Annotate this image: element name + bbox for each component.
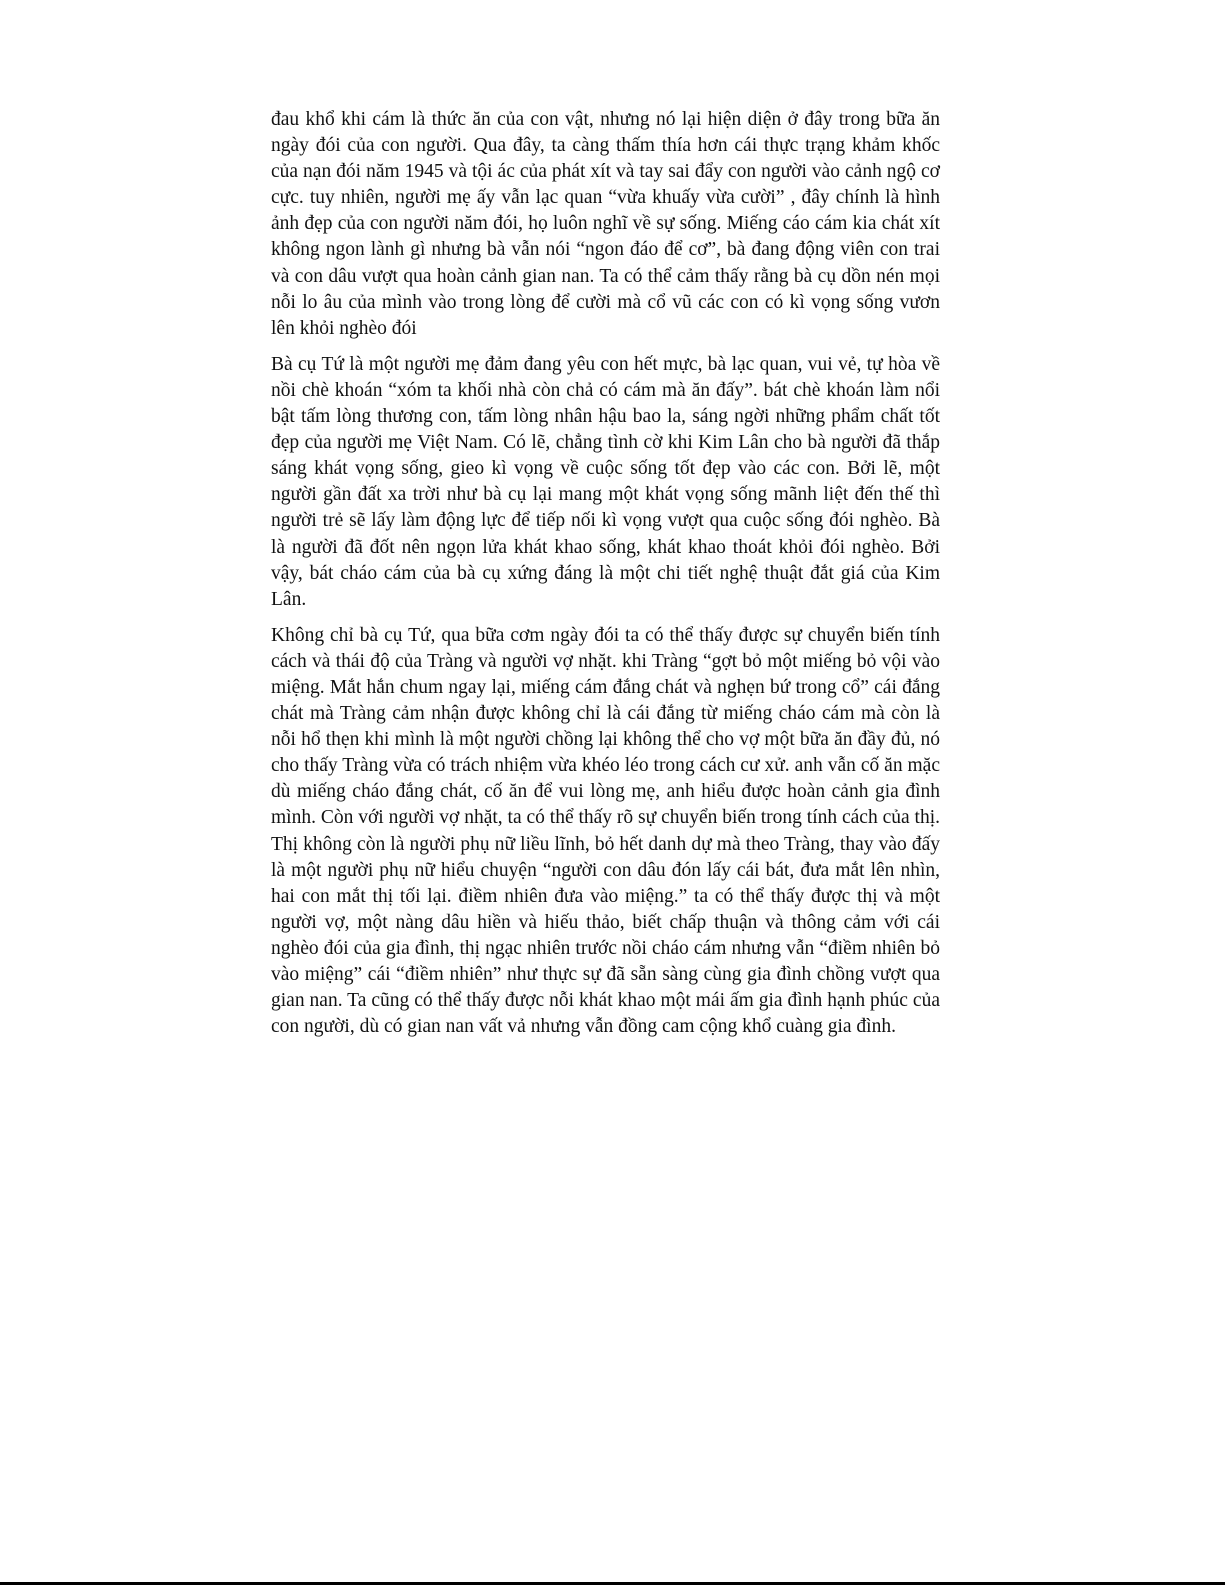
document-body [271,107,940,1050]
paragraph-3: Không chỉ bà cụ Tứ, qua bữa cơm ngày đói ta có thể thấy được sự chuyển biến tính cách và thái độ của Tràng và người vợ nhặt. khi Tràng “gợt bỏ một miếng bỏ vội vào miệng. Mắt hắn chum ngay lại, miếng cám đắng chát và nghẹn bứ trong cổ” cái đắng chát mà Tràng cảm nhận được không chỉ là cái đắng từ miếng cháo cám mà còn là nỗi hổ thẹn khi mình là một người chồng lại không thể cho vợ một bữa ăn đầy đủ, nó cho thấy Tràng vừa có trách nhiệm vừa khéo léo trong cách cư xử. anh vẫn cố ăn mặc dù miếng cháo đắng chát, cố ăn để vui lòng mẹ, anh hiểu được hoàn cảnh gia đình mình. Còn với người vợ nhặt, ta có thể thấy rõ sự chuyển biến trong tính cách của thị. Thị không còn là người phụ nữ liều lĩnh, bỏ hết danh dự mà theo Tràng, thay vào đấy là một người phụ nữ hiểu chuyện “người con dâu đón lấy cái bát, đưa mắt lên nhìn, hai con mắt thị tối lại. điềm nhiên đưa vào miệng.” ta có thể thấy được thị và một người vợ, một nàng dâu hiền và hiếu thảo, biết chấp thuận và thông cảm với cái nghèo đói của gia đình, thị ngạc nhiên trước nồi cháo cám nhưng vẫn “điềm nhiên bỏ vào miệng” cái “điềm nhiên” như thực sự đã sẵn sàng cùng gia đình chồng vượt qua gian nan. Ta cũng có thể thấy được nỗi khát khao một mái ấm gia đình hạnh phúc của con người, dù có gian nan vất vả nhưng vẫn đồng cam cộng khổ cuàng gia đình. [271,624,940,1038]
paragraph-2: Bà cụ Tứ là một người mẹ đảm đang yêu con hết mực, bà lạc quan, vui vẻ, tự hòa về nồi chè khoán “xóm ta khối nhà còn chả có cám mà ăn đấy”. bát chè khoán làm nổi bật tấm lòng thương con, tấm lòng nhân hậu bao la, sáng ngời những phẩm chất tốt đẹp của người mẹ Việt Nam. Có lẽ, chẳng tình cờ khi Kim Lân cho bà người đã thắp sáng khát vọng sống, gieo kì vọng về cuộc sống tốt đẹp vào các con. Bởi lẽ, một người gần đất xa trời như bà cụ lại mang một khát vọng sống mãnh liệt đến thế thì người trẻ sẽ lấy làm động lực để tiếp nối kì vọng vượt qua cuộc sống đói nghèo. Bà là người đã đốt nên ngọn lửa khát khao sống, khát khao thoát khỏi đói nghèo. Bởi vậy, bát cháo cám của bà cụ xứng đáng là một chi tiết nghệ thuật đắt giá của Kim Lân. [271,353,940,610]
paragraph-1: đau khổ khi cám là thức ăn của con vật, nhưng nó lại hiện diện ở đây trong bữa ăn ngày đói của con người. Qua đây, ta càng thấm thía hơn cái thực trạng khảm khốc của nạn đói năm 1945 và tội ác của phát xít và tay sai đẩy con người vào cảnh ngộ cơ cực. tuy nhiên, người mẹ ấy vẫn lạc quan “vừa khuấy vừa cười” , đây chính là hình ảnh đẹp của con người năm đói, họ luôn nghĩ về sự sống. Miếng cáo cám kia chát xít không ngon lành gì nhưng bà vẫn nói “ngon đáo để cơ”, bà đang động viên con trai và con dâu vượt qua hoàn cảnh gian nan. Ta có thể cảm thấy rằng bà cụ dồn nén mọi nỗi lo âu của mình vào trong lòng để cười mà cổ vũ các con có kì vọng sống vươn lên khỏi nghèo đói [271,109,940,339]
